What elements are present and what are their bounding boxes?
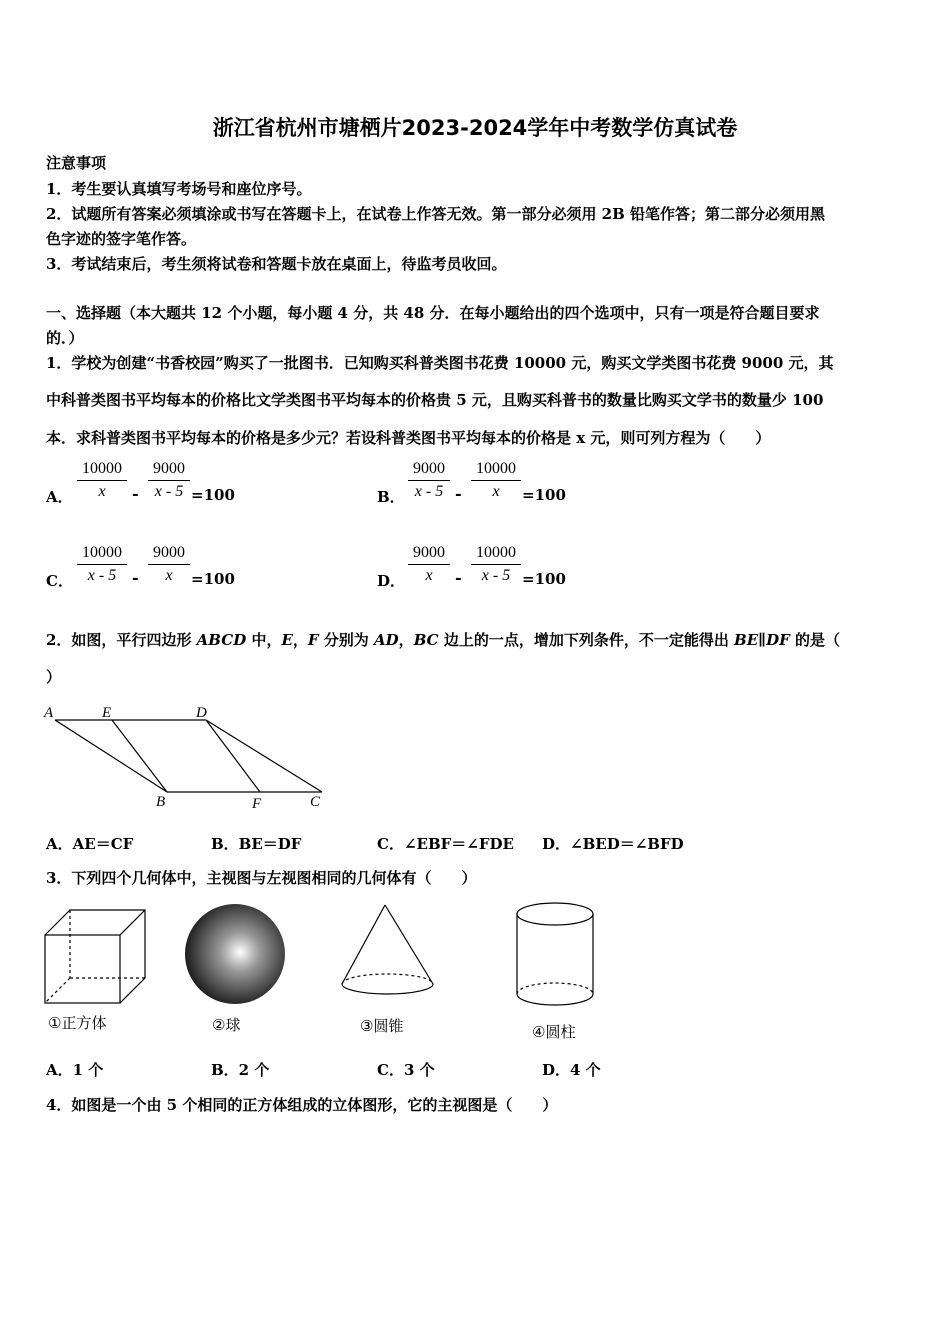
q1-stem-line2: 中科普类图书平均每本的价格比文学类图书平均每本的价格贵 5 元，且购买科普书的数量比购买文学书的数量少 100 <box>46 391 824 409</box>
q1-stem-line1: 1．学校为创建“书香校园”购买了一批图书．已知购买科普类图书花费 10000 元，购买文学类图书花费 9000 元，其 <box>46 354 834 372</box>
cone-caption: ③圆锥 <box>360 1017 404 1035</box>
q1-c-frac1: $\frac{10000}{x - 5}$ <box>77 544 127 585</box>
section-heading-line2: 的．） <box>46 329 84 347</box>
notice-item-2a: 2．试题所有答案必须填涂或书写在答题卡上，在试卷上作答无效。第一部分必须用 2B 铅笔作答；第二部分必须用黑 <box>46 205 826 223</box>
q1-d-minus: - <box>455 568 462 587</box>
point-d-label: D <box>196 705 207 721</box>
q1-b-minus: - <box>455 484 462 503</box>
cylinder-caption: ④圆柱 <box>532 1023 576 1041</box>
q2-option-c[interactable]: C．∠EBF＝∠FDE <box>377 835 514 853</box>
notice-item-1: 1．考生要认真填写考场号和座位序号。 <box>46 180 312 198</box>
q1-option-d-label: D． <box>377 572 406 590</box>
q1-a-frac1: $\frac{10000}{x}$ <box>77 460 127 501</box>
point-e-label: E <box>102 705 112 721</box>
q1-c-frac2: $\frac{9000}{x}$ <box>148 544 190 585</box>
q1-d-frac1: $\frac{9000}{x}$ <box>408 544 450 585</box>
q2-stem-line1: 2．如图，平行四边形 ABCD 中，E，F 分别为 AD，BC 边上的一点，增加下列条件，不一定能得出 BE∥DF 的是（ <box>46 631 840 649</box>
cube-figure <box>40 905 160 1015</box>
q1-b-eq: =100 <box>522 486 566 504</box>
sphere-caption: ②球 <box>212 1016 241 1034</box>
q1-a-frac2: $\frac{9000}{x - 5}$ <box>148 460 190 501</box>
section-heading-line1: 一、选择题（本大题共 12 个小题，每小题 4 分，共 48 分．在每小题给出的四个选项中，只有一项是符合题目要求 <box>46 304 820 322</box>
point-b-label: B <box>156 794 166 810</box>
q1-a-eq: =100 <box>191 486 235 504</box>
point-f-label: F <box>252 796 262 812</box>
cone-figure <box>335 900 445 1010</box>
q2-stem-line2: ） <box>46 668 62 686</box>
cylinder-figure <box>508 898 604 1016</box>
point-c-label: C <box>310 794 321 810</box>
q3-option-b[interactable]: B．2 个 <box>211 1061 270 1079</box>
q2-option-a[interactable]: A．AE＝CF <box>46 835 134 853</box>
q3-option-c[interactable]: C．3 个 <box>377 1061 435 1079</box>
cube-caption: ①正方体 <box>48 1014 107 1032</box>
q1-option-b-label: B． <box>377 488 405 506</box>
q2-option-d[interactable]: D．∠BED＝∠BFD <box>542 835 684 853</box>
q1-stem-line3: 本．求科普类图书平均每本的价格是多少元？若设科普类图书平均每本的价格是 x 元，则可列方程为（ ） <box>46 429 771 447</box>
sphere-figure <box>180 902 290 1008</box>
q1-c-minus: - <box>132 568 139 587</box>
page-title: 浙江省杭州市塘栖片2023-2024学年中考数学仿真试卷 <box>212 116 738 140</box>
q1-d-eq: =100 <box>522 570 566 588</box>
q2-option-b[interactable]: B．BE＝DF <box>211 835 302 853</box>
q1-d-frac2: $\frac{10000}{x - 5}$ <box>471 544 521 585</box>
notice-heading: 注意事项 <box>46 154 107 172</box>
q3-stem: 3．下列四个几何体中，主视图与左视图相同的几何体有（ ） <box>46 869 477 887</box>
q4-stem: 4．如图是一个由 5 个相同的正方体组成的立体图形，它的主视图是（ ） <box>46 1096 558 1114</box>
q1-option-a-label: A． <box>46 488 73 506</box>
q1-a-minus: - <box>132 484 139 503</box>
q1-c-eq: =100 <box>191 570 235 588</box>
notice-item-3: 3．考试结束后，考生须将试卷和答题卡放在桌面上，待监考员收回。 <box>46 255 507 273</box>
q2-parallelogram-figure <box>40 700 340 815</box>
q3-option-a[interactable]: A．1 个 <box>46 1061 104 1079</box>
notice-item-2b: 色字迹的签字笔作答。 <box>46 230 197 248</box>
q1-b-frac1: $\frac{9000}{x - 5}$ <box>408 460 450 501</box>
q1-option-c-label: C． <box>46 572 73 590</box>
q3-option-d[interactable]: D．4 个 <box>542 1061 601 1079</box>
point-a-label: A <box>44 705 54 721</box>
q1-b-frac2: $\frac{10000}{x}$ <box>471 460 521 501</box>
